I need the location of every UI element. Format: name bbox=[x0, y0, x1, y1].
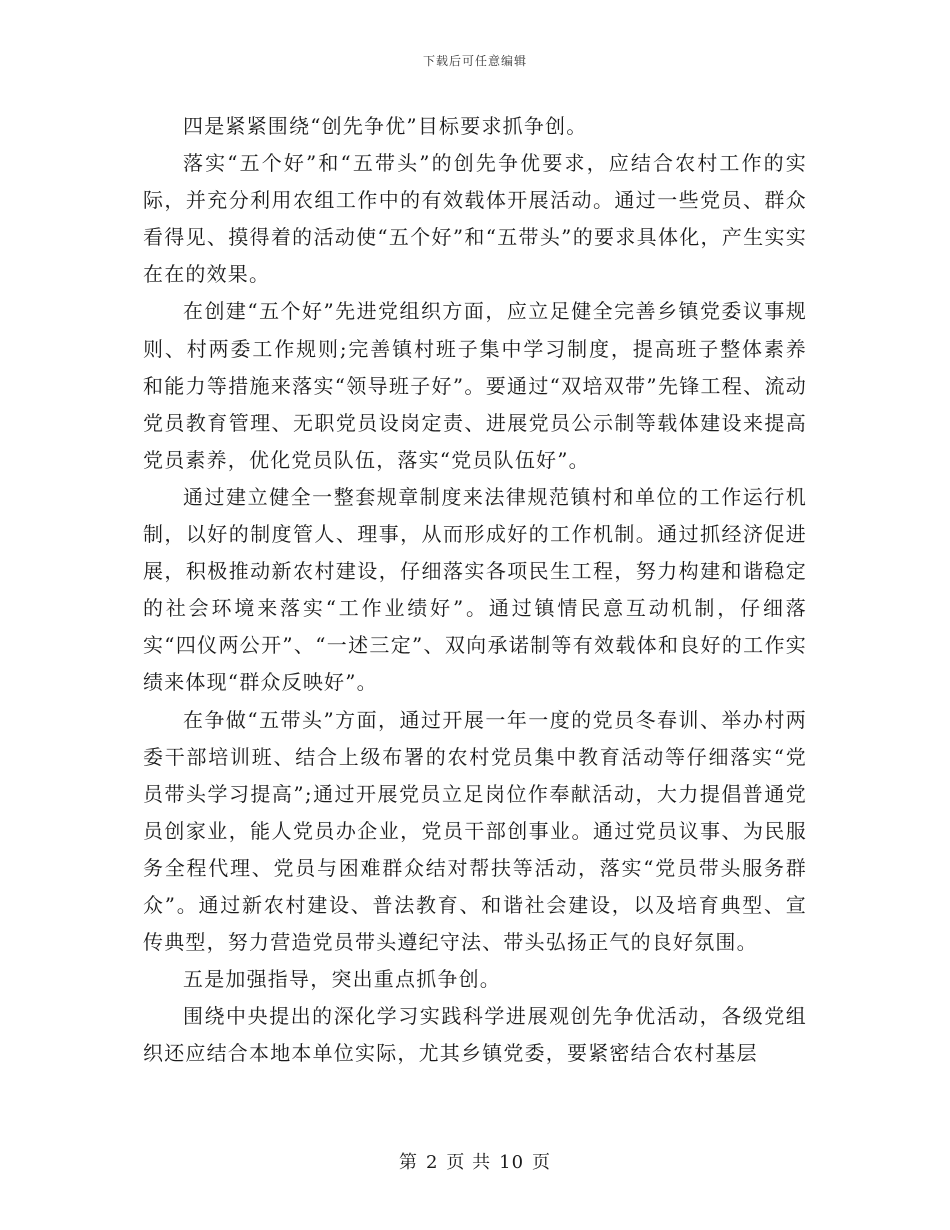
paragraph-3: 在创建“五个好”先进党组织方面，应立足健全完善乡镇党委议事规则、村两委工作规则;完善镇村班子集中学习制度，提高班子整体素养和能力等措施来落实“领导班子好”。要通过“双培双带”先锋工程、流动党员教育管理、无职党员设岗定责、进展党员公示制等载体建设来提高党员素养，优化党员队伍，落实“党员队伍好”。 bbox=[143, 299, 807, 472]
paragraph-6: 五是加强指导，突出重点抓争创。 bbox=[183, 967, 501, 992]
footer-total-pages: 10 bbox=[499, 1152, 525, 1173]
footer-suffix: 页 bbox=[532, 1152, 552, 1173]
page-number-footer bbox=[0, 1148, 950, 1174]
header-note: 下载后可任意编辑 bbox=[422, 54, 527, 68]
paragraph-7: 围绕中央提出的深化学习实践科学进展观创先争优活动，各级党组织还应结合本地本单位实际，尤其乡镇党委，要紧密结合农村基层 bbox=[143, 1004, 807, 1066]
footer-middle: 页 共 bbox=[446, 1152, 492, 1173]
paragraph-4: 通过建立健全一整套规章制度来法律规范镇村和单位的工作运行机制，以好的制度管人、理事，从而形成好的工作机制。通过抓经济促进展，积极推动新农村建设，仔细落实各项民生工程，努力构建和谐稳定的社会环境来落实“工作业绩好”。通过镇情民意互动机制，仔细落实“四仪两公开”、“一述三定”、双向承诺制等有效载体和良好的工作实绩来体现“群众反映好”。 bbox=[143, 484, 807, 695]
paragraph-5: 在争做“五带头”方面，通过开展一年一度的党员冬春训、举办村两委干部培训班、结合上级布署的农村党员集中教育活动等仔细落实“党员带头学习提高”;通过开展党员立足岗位作奉献活动，大力提倡普通党员创家业，能人党员办企业，党员干部创事业。通过党员议事、为民服务全程代理、党员与困难群众结对帮扶等活动，落实“党员带头服务群众”。通过新农村建设、普法教育、和谐社会建设，以及培育典型、宣传典型，努力营造党员带头遵纪守法、带头弘扬正气的良好氛围。 bbox=[143, 707, 807, 955]
paragraph-1: 四是紧紧围绕“创先争优”目标要求抓争创。 bbox=[183, 114, 588, 138]
paragraph-2: 落实“五个好”和“五带头”的创先争优要求，应结合农村工作的实际，并充分利用农组工作中的有效载体开展活动。通过一些党员、群众看得见、摸得着的活动使“五个好”和“五带头”的要求具体化，产生实实在在的效果。 bbox=[143, 151, 807, 287]
footer-current-page: 2 bbox=[425, 1152, 439, 1173]
document-body bbox=[143, 108, 807, 1072]
footer-prefix: 第 bbox=[398, 1152, 418, 1173]
